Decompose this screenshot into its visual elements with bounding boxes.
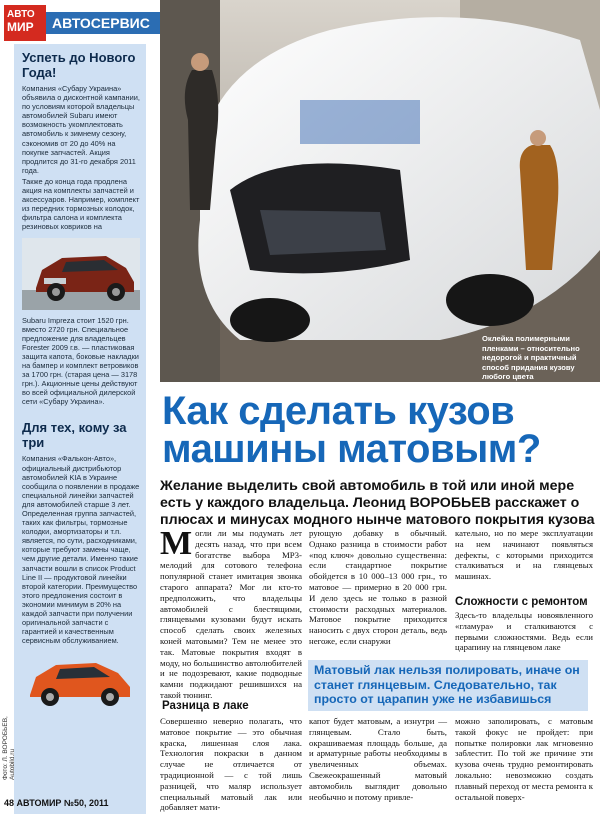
article-lead: Желание выделить свой автомобиль в той или иной мере есть у каждого владельца. Леонид ВОРОБЬЕВ расскажет о плюсах и минусах модного нынче матового покрытия кузова [160, 478, 595, 528]
logo-line-2: МИР [7, 20, 34, 34]
sidebar-promo-subaru [14, 44, 146, 406]
article-column-2b [309, 716, 447, 802]
subhead-lacquer: Разница в лаке [162, 700, 249, 712]
logo-line-1: АВТО [7, 9, 35, 20]
subhead-repair: Сложности с ремонтом [455, 596, 588, 608]
page-footer [4, 798, 109, 808]
article-column-3b [455, 610, 593, 658]
promo-text: Компания «Субару Украина» объявила о дисконтной кампании, по условиям которой владельцы автомобилей Subaru имеют возможность укомплектовать автомобиль к зимнему сезону, сэкономив от 20 до 40% на покупке запчастей. Акция продлится до 31-го декабря 2011 года. [22, 84, 140, 175]
promo-text: Компания «Фалькон-Авто», официальный дистрибьютор автомобилей KIA в Украине сообщила о появлении в продаже специальной линейки запчастей для автомобилей старше 3 лет. Определенная группа запчастей, таких как фильтры, тормозные колодки, амортизаторы и т.п. является, по сути, расходниками, которые требуют замены чаще, чем другие детали. Именно такие запчасти вошли в список Product Line II — продуктовой линейки второй категории. Преимущество этого предложения состоит в экономии минимум в 20% на каждой запчасти при получении оригинальной запчасти с гарантией и качественным сервисным обслуживанием. [22, 454, 140, 646]
magazine-logo [4, 5, 46, 41]
column-3b-text: Здесь-то владельцы новоявленного «гламура» и сталкиваются с первыми сложностями. Ведь если царапину на глянцевом лаке [455, 610, 593, 653]
hero-caption: Оклейка полимерными пленками – относительно недорогой и практичный способ придания кузову любого цвета [482, 334, 580, 381]
article-column-3 [455, 528, 593, 584]
hero-photo [160, 0, 600, 382]
column-2b-text: капот будет матовым, а изнутри — глянцевым. Стало быть, окрашиваемая площадь больше, да и арматурные работы необходимы в увеличенных объемах. Свежеокрашенный матовый автомобиль выглядит довольно необычно и потому привле- [309, 716, 447, 802]
article-column-1b [160, 716, 302, 813]
subaru-photo [22, 238, 140, 310]
article-column-2 [309, 528, 447, 656]
column-3c-text: можно заполировать, с матовым такой фокус не пройдет: при попытке полировки лак мгновенно заблестит. По той же причине эти кузова очень трудно ремонтировать локально: невозможно создать плавный переход от места ремонта к остальной поверх- [455, 716, 593, 802]
page-number: 48 [4, 798, 15, 808]
column-3-text: кательно, но по мере эксплуатации на нем начинают появляться дефекты, с которыми приходится сталкиваться и на глянцевых машинах. [455, 528, 593, 582]
article-column-3c [455, 716, 593, 802]
photo-credit: Фото: Л. ВОРОБЬЕВ, Autobild.ru [2, 716, 16, 780]
promo-title: Для тех, кому за три [22, 420, 127, 451]
car-illustration-icon [22, 238, 140, 310]
photo-caption: Subaru Impreza стоит 1520 грн. вместо 2720 грн. Специальное предложение для владельцев Forester 2009 г.в. — пластиковая защита капота, боковые накладки на бампер и комплект ветровиков за 1700 грн. (старая цена — 3178 грн.). Акционные цены действуют во всей официальной дилерской сети «Субару Украина». [22, 315, 139, 407]
column-1-text: огли ли мы подумать лет десять назад, что при всем богатстве выбора MP3-мелодий для сотового телефона популярной станет имитация звонка старого аппарата? Мог ли кто-то предположить, что владельцы автомобилей с блестящими, глянцевыми кузовами будут искать способ сделать своих железных коней матовыми? Тем не менее это так. Матовые покрытия входят в моду, но большинство автолюбителей и не подозревают, какие подводные камни поджидают решившихся на такой тюнинг. [160, 528, 302, 700]
kia-photo [22, 649, 140, 719]
footer-issue: №50, 2011 [63, 798, 109, 808]
footer-magazine: АВТОМИР [16, 798, 62, 808]
promo-title: Успеть до Нового Года! [22, 50, 136, 80]
sidebar-promo-kia [14, 414, 146, 719]
promo-text-2: Также до конца года продлена акция на комплекты запчастей и аксессуаров. Например, комплект из передних тормозных колодок, фильтра салона и комплекта резиновых ковриков на [22, 176, 140, 232]
car-illustration-icon [22, 649, 140, 713]
article-headline: Как сделать кузов машины матовым? [162, 389, 541, 471]
column-2-text: рующую добавку в обычный. Однако разница в стоимости работ «под ключ» довольно существенна: если стандартное покрытие обойдется в 10 000–13 000 грн., то матовое — примерно в 20 000 грн. И дело здесь не только в разной стоимости расходных материалов. Матовое покрытие приходится наносить с двух сторон деталь, ведь негоже, если снаружи [309, 528, 447, 646]
dropcap: М [160, 525, 193, 562]
sidebar [14, 44, 146, 814]
article-column-1 [160, 525, 302, 700]
column-1b-text: Совершенно неверно полагать, что матовое покрытие — это обычная краска, лишенная слоя лака. Технология покраски в данном случае не отличается от традиционной — с той лишь разницей, что маляр использует специальный матовый лак или добавляет мати- [160, 716, 302, 813]
pull-quote: Матовый лак нельзя полировать, иначе он станет глянцевым. Следовательно, так просто от царапин уже не избавишься [308, 660, 588, 711]
section-title: АВТОСЕРВИС [46, 12, 166, 34]
car-wrapping-illustration-icon [160, 0, 600, 382]
